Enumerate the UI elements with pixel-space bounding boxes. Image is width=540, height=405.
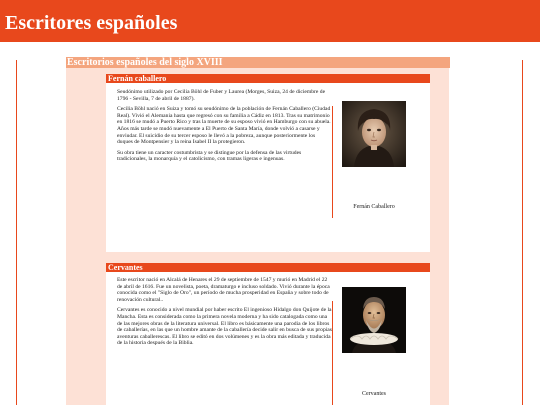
portrait-caption: Cervantes [362, 391, 386, 397]
card-text [117, 89, 332, 167]
site-title: Escritores españoles [5, 12, 178, 34]
right-border-rule [522, 60, 523, 405]
card-text [117, 277, 332, 351]
section-panel [66, 57, 449, 405]
card-title: Cervantes [106, 263, 430, 272]
card-paragraph: Este escritor nació en Alcalá de Henares el 29 de septiembre de 1547 y murió en Madrid el 22 de abril de 1616. Fue un novelista, poeta, dramaturgo e incluso soldado. Vivió durante la época conocida como el "Siglo de Oro", un período de mucha prosperidad en España y sobre todo de renovación cultural.. [117, 277, 330, 303]
left-border-rule [16, 60, 17, 405]
portrait-caption: Fernán Caballero [353, 204, 395, 210]
card-paragraph: Seudónimo utilizado por Cecilia Böhl de Fuber y Laurea (Morges, Suiza, 24 de diciembre de 1796 - Sevilla, 7 de abril de 1887). [117, 89, 326, 102]
section-title: Escritorios españoles del siglo XVIII [66, 57, 450, 68]
card-divider [332, 106, 333, 218]
site-header [0, 0, 540, 42]
writer-card-fernan [106, 74, 430, 252]
card-divider [332, 301, 333, 405]
writer-card-cervantes [106, 263, 430, 405]
portrait-woman-icon [342, 101, 406, 167]
card-title: Fernán caballero [106, 74, 430, 83]
card-paragraph: Cecilia Böhl nació en Suiza y tomó su seudónimo de la población de Fernán Caballero (Ciudad Real). Vivió el Alemania hasta que regresó con su familia a Cádiz en 1813. Tras su matrimonio en 1816 se mudó a Puerto Rico y tras la muerte de su esposo vivió en Hamburgo con su abuela. Años más tarde se mudó nuevamente a El Puerto de Santa María, donde volvió a casarse y enviudar. El suicidio de su tercer esposo le llevó a la pobreza, aunque posteriormente los duques de Montpensier y la reina Isabel II la protegieron. [117, 106, 331, 146]
card-paragraph: Cervantes es conocido a nivel mundial por haber escrito El ingenioso Hidalgo don Quijote de la Mancha. Esta es considerada como la primera novela moderna y ha sido catalogada como una de las mejores obras de la literatura universal. El libro es básicamente una parodia de los libros de caballerías, en las que un hombre amante de la caballería decide salir en busca de sus propias aventuras caballerescas. El libro se editó en dos volúmenes y es la obra más editada y traducida de la historia después de la Biblia. [117, 307, 332, 347]
portrait-cervantes-icon [342, 287, 406, 353]
card-paragraph: Su obra tiene un caracter costumbrista y se distingue por la defensa de las virtudes tradicionales, la monarquía y el catolicismo, con tramas ligeras e ingenuas. [117, 149, 302, 163]
